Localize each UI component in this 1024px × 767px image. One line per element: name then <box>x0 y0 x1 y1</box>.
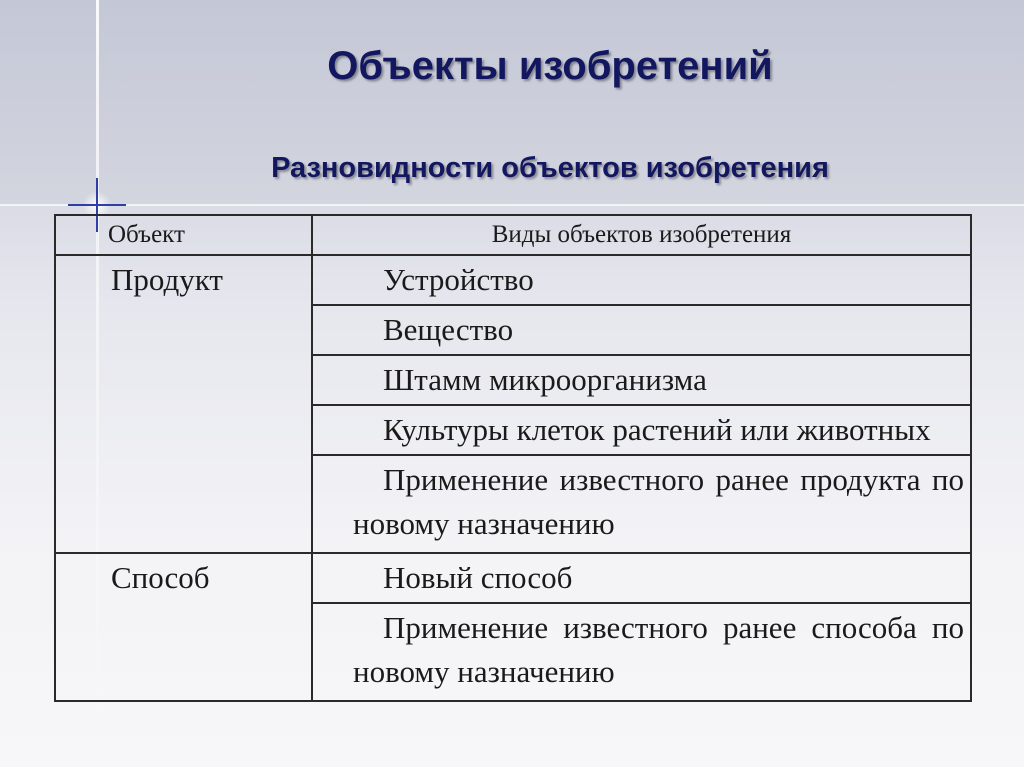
kind-cell-cultures-text: Культуры клеток растений или животных <box>383 412 931 447</box>
kind-new-use-method <box>312 603 971 701</box>
kind-new-use-product-text: Применение известного ранее продукта по новому назначению <box>353 462 964 541</box>
header-object: Объект <box>55 215 312 255</box>
page-title: Объекты изобретений <box>327 44 773 88</box>
kind-device: Устройство <box>312 255 971 305</box>
objects-table <box>54 214 972 702</box>
table-header-row <box>55 215 971 255</box>
table-row <box>55 255 971 305</box>
object-method: Способ <box>55 553 312 701</box>
kind-cell-cultures <box>312 405 971 455</box>
kind-microorganism-strain: Штамм микроорганизма <box>312 355 971 405</box>
table-row <box>55 553 971 603</box>
header-kinds: Виды объектов изобретения <box>312 215 971 255</box>
kind-new-use-method-text: Применение известного ранее способа по новому назначению <box>353 610 964 689</box>
kind-substance: Вещество <box>312 305 971 355</box>
kind-new-use-product <box>312 455 971 553</box>
page-subtitle: Разновидности объектов изобретения <box>271 152 829 184</box>
kind-new-method: Новый способ <box>312 553 971 603</box>
object-product: Продукт <box>55 255 312 553</box>
